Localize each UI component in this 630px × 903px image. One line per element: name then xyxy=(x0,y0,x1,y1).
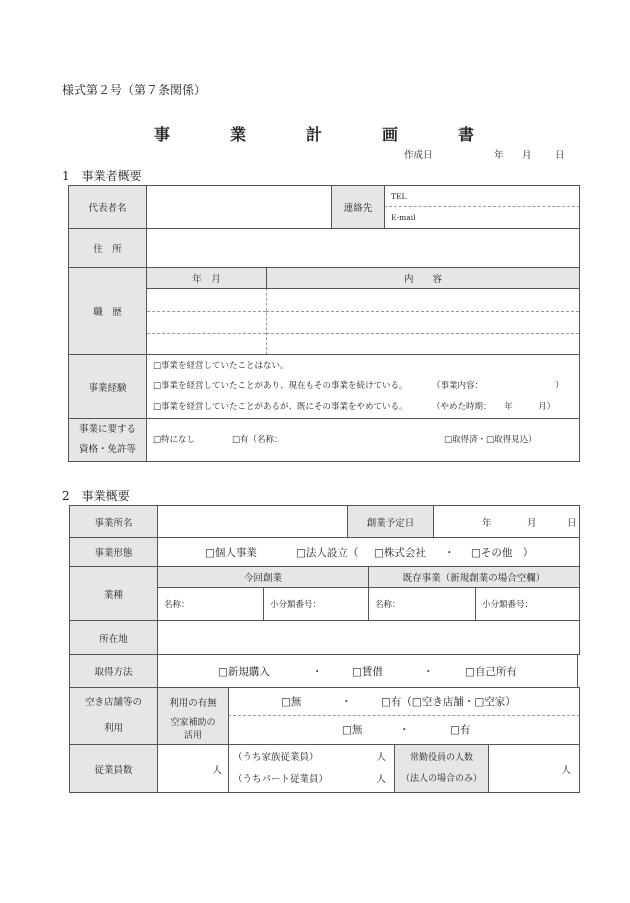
experience-content-note: （事業内容： ） xyxy=(432,381,564,391)
employees-total-unit: 人 xyxy=(212,764,222,776)
acquisition-label: 取得方法 xyxy=(69,654,158,688)
employees-family-label: （うち家族従業員） xyxy=(233,752,319,763)
career-row-1-content[interactable] xyxy=(266,289,579,312)
officers-label xyxy=(394,744,489,793)
acquisition-owned-checkbox[interactable]: □自己所有 xyxy=(465,665,517,678)
industry-existing-header: 既存事業（新規創業の場合空欄） xyxy=(368,566,580,588)
tel-label: TEL xyxy=(391,191,407,201)
license-label xyxy=(68,418,147,462)
officers-field[interactable] xyxy=(488,744,580,793)
address-field[interactable] xyxy=(146,228,580,268)
section2-heading: 2 事業概要 xyxy=(62,489,130,503)
vacant-subsidy-none-checkbox[interactable]: □無 xyxy=(342,724,363,736)
industry-new-code-label: 小分類番号： xyxy=(270,600,322,610)
officers-unit: 人 xyxy=(561,764,571,776)
industry-existing-name-field[interactable] xyxy=(368,587,476,621)
acquisition-field xyxy=(157,654,578,688)
vacant-subsidy-label xyxy=(157,715,229,745)
license-yes-checkbox[interactable]: □有（名称： xyxy=(232,435,283,445)
start-month: 月 xyxy=(527,517,537,529)
representative-field[interactable] xyxy=(146,185,332,229)
career-row-2-date[interactable] xyxy=(147,311,266,334)
form-other-checkbox[interactable]: □その他 ） xyxy=(471,546,534,559)
employees-parttime-label: （うちパート従業員） xyxy=(233,774,329,785)
page-title: 事 業 計 画 書 xyxy=(153,125,496,144)
start-day: 日 xyxy=(567,517,577,529)
career-row-2-content[interactable] xyxy=(266,311,579,334)
representative-label: 代表者名 xyxy=(68,185,147,229)
contact-label: 連絡先 xyxy=(331,185,385,229)
experience-option-continuing[interactable]: □事業を経営していたことがあり、現在もその事業を続けている。 xyxy=(153,381,408,391)
vacant-usage-field xyxy=(228,687,580,716)
business-name-field[interactable] xyxy=(157,505,348,538)
vacant-usage-label: 利用の有無 xyxy=(157,687,229,716)
created-year: 年 xyxy=(494,150,504,161)
start-year: 年 xyxy=(482,517,492,529)
vacant-label xyxy=(69,687,158,745)
section1-heading: 1 事業者概要 xyxy=(62,169,142,183)
acquisition-separator-2: ・ xyxy=(423,665,434,678)
form-corporation-checkbox[interactable]: □法人設立（ xyxy=(296,546,359,559)
vacant-usage-yes-checkbox[interactable]: □有（□空き店舗・□空家） xyxy=(381,696,516,708)
vacant-label-line2: 利用 xyxy=(103,723,123,734)
career-row-3-date[interactable] xyxy=(147,333,266,354)
career-row-1-date[interactable] xyxy=(147,289,266,312)
license-label-line2: 資格・免許等 xyxy=(78,444,136,455)
start-date-field[interactable] xyxy=(433,505,580,538)
form-kk-checkbox[interactable]: □株式会社 xyxy=(374,546,426,559)
address-label: 住 所 xyxy=(68,228,147,268)
tel-field[interactable] xyxy=(384,185,580,207)
vacant-label-line1: 空き店舗等の xyxy=(84,697,142,708)
industry-existing-code-field[interactable] xyxy=(475,587,580,621)
employees-parttime-unit[interactable]: 人 xyxy=(376,774,386,785)
industry-new-header: 今回創業 xyxy=(157,566,369,588)
vacant-subsidy-separator: ・ xyxy=(399,724,410,736)
acquisition-purchase-checkbox[interactable]: □新規購入 xyxy=(218,665,270,678)
vacant-subsidy-field xyxy=(228,715,580,745)
industry-new-name-label: 名称： xyxy=(164,600,190,610)
vacant-subsidy-label-line1: 空家補助の xyxy=(170,717,216,728)
experience-ended-note: （やめた時期： 年 月） xyxy=(432,402,556,412)
employees-total-field[interactable] xyxy=(157,744,229,793)
license-status-checkboxes[interactable]: □取得済・□取得見込） xyxy=(444,435,537,445)
industry-existing-code-label: 小分類番号： xyxy=(482,600,534,610)
created-day: 日 xyxy=(555,150,565,161)
employees-family-unit[interactable]: 人 xyxy=(376,752,386,763)
officers-label-line1: 常勤役員の人数 xyxy=(409,752,473,763)
email-label: E-mail xyxy=(391,212,416,222)
form-separator: ・ xyxy=(444,546,455,559)
industry-new-name-field[interactable] xyxy=(157,587,264,621)
career-content-column xyxy=(266,288,580,355)
business-form-label: 事業形態 xyxy=(69,537,158,567)
location-field[interactable] xyxy=(157,620,580,655)
vacant-usage-separator: ・ xyxy=(341,696,352,708)
license-none-checkbox[interactable]: □特になし xyxy=(153,435,196,445)
industry-label: 業種 xyxy=(69,566,158,621)
industry-new-code-field[interactable] xyxy=(263,587,369,621)
experience-option-ended[interactable]: □事業を経営していたことがあるが、既にその事業をやめている。 xyxy=(153,402,408,412)
created-date-label: 作成日 xyxy=(404,150,433,161)
license-label-line1: 事業に要する xyxy=(78,424,136,435)
business-form-field xyxy=(157,537,580,567)
officers-label-line2: （法人の場合のみ） xyxy=(400,773,482,784)
vacant-subsidy-yes-checkbox[interactable]: □有 xyxy=(450,724,471,736)
location-label: 所在地 xyxy=(69,620,158,655)
form-number: 様式第２号（第７条関係） xyxy=(62,83,207,97)
email-field[interactable] xyxy=(384,206,580,229)
experience-option-none[interactable]: □事業を経営していたことはない。 xyxy=(153,361,289,371)
employees-breakdown-field xyxy=(228,744,395,793)
career-row-3-content[interactable] xyxy=(266,333,579,354)
form-individual-checkbox[interactable]: □個人事業 xyxy=(205,546,257,559)
career-content-header: 内 容 xyxy=(266,267,580,289)
experience-label: 事業経験 xyxy=(68,354,147,419)
career-label: 職 歴 xyxy=(68,267,147,355)
vacant-usage-none-checkbox[interactable]: □無 xyxy=(281,696,302,708)
acquisition-separator-1: ・ xyxy=(312,665,323,678)
start-date-label: 創業予定日 xyxy=(347,505,434,538)
career-date-header: 年 月 xyxy=(146,267,267,289)
acquisition-lease-checkbox[interactable]: □賃借 xyxy=(352,665,383,678)
business-name-label: 事業所名 xyxy=(69,505,158,538)
created-month: 月 xyxy=(522,150,532,161)
industry-existing-name-label: 名称： xyxy=(375,600,401,610)
career-date-column xyxy=(146,288,267,355)
employees-label: 従業員数 xyxy=(69,744,158,793)
vacant-subsidy-label-line2: 活用 xyxy=(183,730,202,741)
